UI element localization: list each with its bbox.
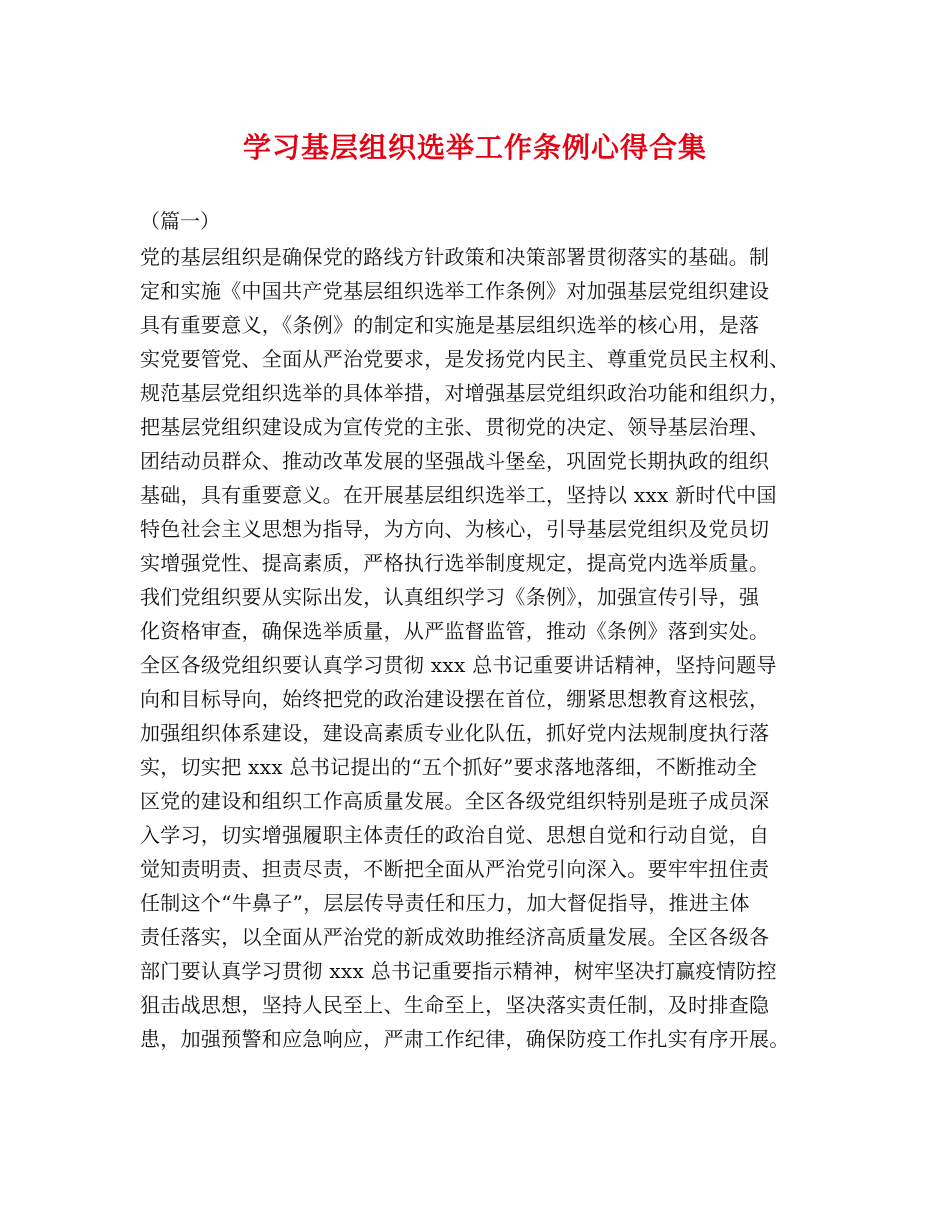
- text-line: 觉知责明责、担责尽责，不断把全面从严治党引向深入。要牢牢扭住责: [140, 857, 770, 881]
- text-line: 全区各级党组织要认真学习贯彻 xxx 总书记重要讲话精神，坚持问题导: [140, 653, 777, 677]
- text-line: 患，加强预警和应急响应，严肃工作纪律，确保防疫工作扎实有序开展。: [140, 1027, 790, 1051]
- body-text: [140, 240, 840, 1056]
- text-line: 入学习，切实增强履职主体责任的政治自觉、思想自觉和行动自觉，自: [140, 823, 770, 847]
- text-line: 特色社会主义思想为指导，为方向、为核心，引导基层党组织及党员切: [140, 517, 770, 541]
- text-line: 具有重要意义，《条例》的制定和实施是基层组织选举的核心用，是落: [140, 313, 760, 337]
- text-line: 任制这个“牛鼻子”，层层传导责任和压力，加大督促指导，推进主体: [140, 891, 750, 915]
- text-line: 实，切实把 xxx 总书记提出的“五个抓好”要求落地落细，不断推动全: [140, 755, 758, 779]
- text-line: 加强组织体系建设，建设高素质专业化队伍，抓好党内法规制度执行落: [140, 721, 770, 745]
- document-title: 学习基层组织选举工作条例心得合集: [242, 131, 707, 164]
- text-line: 党的基层组织是确保党的路线方针政策和决策部署贯彻落实的基础。制: [140, 245, 770, 269]
- text-line: 我们党组织要从实际出发，认真组织学习《条例》，加强宣传引导，强: [140, 585, 760, 609]
- section-label: （篇一）: [140, 209, 220, 233]
- text-line: 狙击战思想，坚持人民至上、生命至上，坚决落实责任制，及时排查隐: [140, 993, 770, 1017]
- text-line: 规范基层党组织选举的具体举措，对增强基层党组织政治功能和组织力，: [140, 381, 790, 405]
- text-line: 区党的建设和组织工作高质量发展。全区各级党组织特别是班子成员深: [140, 789, 770, 813]
- text-line: 实增强党性、提高素质，严格执行选举制度规定，提高党内选举质量。: [140, 551, 770, 575]
- text-line: 团结动员群众、推动改革发展的坚强战斗堡垒，巩固党长期执政的组织: [140, 449, 770, 473]
- text-line: 部门要认真学习贯彻 xxx 总书记重要指示精神，树牢坚决打赢疫情防控: [140, 959, 777, 983]
- text-line: 向和目标导向，始终把党的政治建设摆在首位，绷紧思想教育这根弦，: [140, 687, 770, 711]
- text-line: 把基层党组织建设成为宣传党的主张、贯彻党的决定、领导基层治理、: [140, 415, 770, 439]
- text-line: 基础，具有重要意义。在开展基层组织选举工，坚持以 xxx 新时代中国: [140, 483, 777, 507]
- text-line: 定和实施《中国共产党基层组织选举工作条例》对加强基层党组织建设: [140, 279, 770, 303]
- text-line: 化资格审查，确保选举质量，从严监督监管，推动《条例》落到实处。: [140, 619, 770, 643]
- text-line: 责任落实，以全面从严治党的新成效助推经济高质量发展。全区各级各: [140, 925, 770, 949]
- text-line: 实党要管党、全面从严治党要求，是发扬党内民主、尊重党员民主权利、: [140, 347, 790, 371]
